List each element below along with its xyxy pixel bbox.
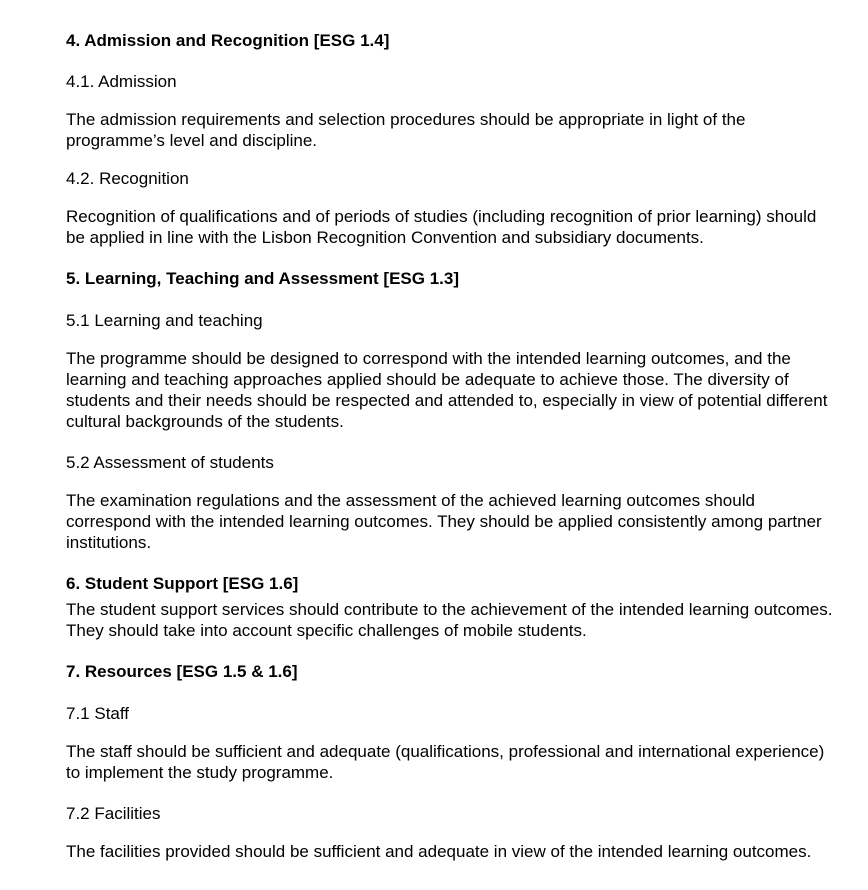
section-5-1-paragraph: The programme should be designed to correspond with the intended learning outcomes, and the learning and teaching approaches applied should be adequate to achieve those. The diversity of students and their needs should be respected and attended to, especially in view of potential different cultural backgrounds of the students. [66, 349, 828, 431]
section-5-2-paragraph: The examination regulations and the assessment of the achieved learning outcomes should correspond with the intended learning outcomes. They should be applied consistently among partner institutions. [66, 491, 822, 552]
section-5-2-subheading: 5.2 Assessment of students [66, 453, 274, 472]
section-7-1-paragraph: The staff should be sufficient and adequate (qualifications, professional and international experience) to implement the study programme. [66, 742, 825, 782]
section-6-paragraph: The student support services should contribute to the achievement of the intended learning outcomes. They should take into account specific challenges of mobile students. [66, 600, 833, 640]
section-4-2-paragraph: Recognition of qualifications and of periods of studies (including recognition of prior learning) should be applied in line with the Lisbon Recognition Convention and subsidiary documents. [66, 207, 817, 247]
section-7-2-paragraph: The facilities provided should be sufficient and adequate in view of the intended learning outcomes. [66, 842, 812, 861]
section-6-heading: 6. Student Support [ESG 1.6] [66, 574, 299, 593]
document-page [66, 30, 836, 862]
section-7-1-subheading: 7.1 Staff [66, 704, 130, 723]
section-7-2-subheading: 7.2 Facilities [66, 804, 161, 823]
section-4-2-subheading: 4.2. Recognition [66, 169, 189, 188]
section-7-heading: 7. Resources [ESG 1.5 & 1.6] [66, 662, 298, 681]
section-4-1-paragraph: The admission requirements and selection procedures should be appropriate in light of the programme’s level and discipline. [66, 110, 746, 150]
section-5-heading: 5. Learning, Teaching and Assessment [ESG 1.3] [66, 269, 460, 288]
section-4-heading: 4. Admission and Recognition [ESG 1.4] [66, 31, 390, 50]
section-4-1-subheading: 4.1. Admission [66, 72, 177, 91]
section-5-1-subheading: 5.1 Learning and teaching [66, 311, 263, 330]
